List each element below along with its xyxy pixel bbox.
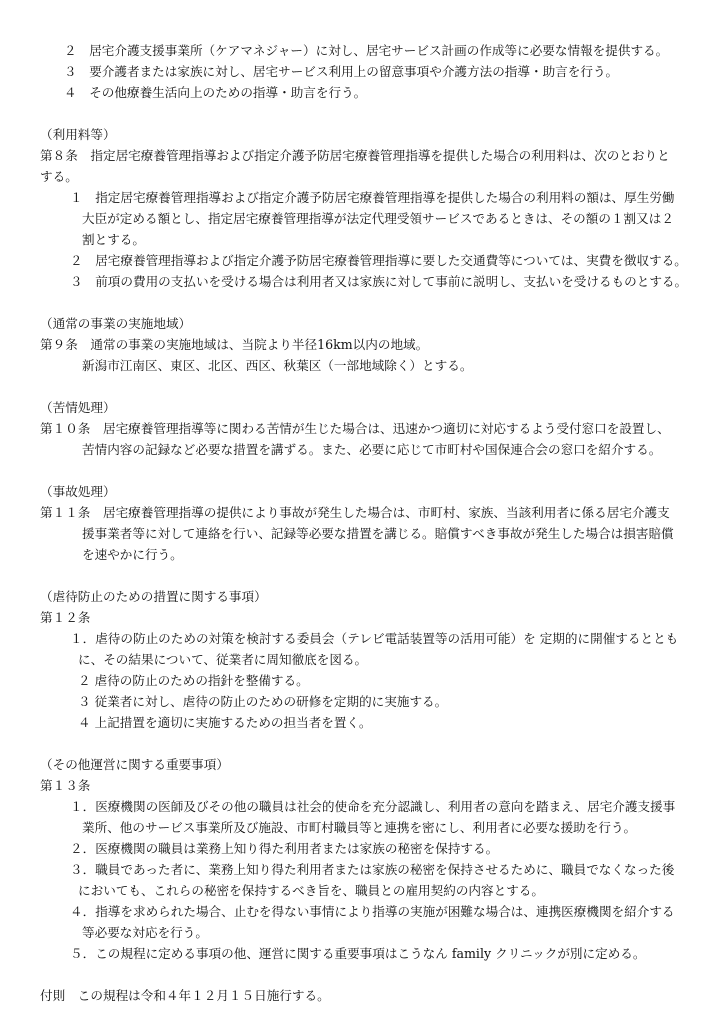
section-8 — [40, 124, 692, 292]
sec12-item-2: ２ 虐待の防止のための指針を整備する。 — [78, 673, 309, 688]
sec8-article-line-1: 第８条 指定居宅療養管理指導および指定介護予防居宅療養管理指導を提供した場合の利用料は、次のとおりと — [40, 148, 670, 163]
sec13-item-3-line-2: においても、これらの秘密を保持するべき旨を、職員との雇用契約の内容とする。 — [78, 883, 544, 898]
sec7-item-2: ２ 居宅介護支援事業所（ケアマネジャー）に対し、居宅サービス計画の作成等に必要な情報を提供する。 — [64, 43, 669, 58]
sec13-article: 第１３条 — [40, 778, 91, 793]
section-12 — [40, 586, 692, 733]
sec10-heading: （苦情処理） — [40, 400, 116, 415]
sec9-heading: （通常の事業の実施地域） — [40, 316, 192, 331]
sec8-article-line-2: する。 — [40, 169, 78, 184]
sec9-line-1: 第９条 通常の事業の実施地域は、当院より半径16km以内の地域。 — [40, 337, 429, 352]
sec8-heading: （利用料等） — [40, 127, 116, 142]
section-7-continued — [40, 40, 692, 103]
sec11-line-3: を速やかに行う。 — [82, 547, 183, 562]
sec13-item-1-line-2: 業所、他のサービス事業所及び施設、市町村職員等と連携を密にし、利用者に必要な援助を行う。 — [82, 820, 637, 835]
sec13-item-3-line-1: ３．職員であった者に、業務上知り得た利用者または家族の秘密を保持させるために、職員でなくなった後 — [70, 862, 675, 877]
sec10-line-2: 苦情内容の記録など必要な措置を講ずる。また、必要に応じて市町村や国保連合会の窓口を紹介する。 — [82, 442, 662, 457]
sec13-heading: （その他運営に関する重要事項） — [40, 757, 229, 772]
sec8-item-1-line-3: 割とする。 — [82, 232, 145, 247]
sec12-article: 第１２条 — [40, 610, 91, 625]
sec7-item-3: ３ 要介護者または家族に対し、居宅サービス利用上の留意事項や介護方法の指導・助言を行う。 — [64, 64, 619, 79]
section-9 — [40, 313, 692, 376]
sec12-item-3: ３ 従業者に対し、虐待の防止のための研修を定期的に実施する。 — [78, 694, 448, 709]
section-11 — [40, 481, 692, 565]
sec12-item-1-line-2: に、その結果について、従業者に周知徹底を図る。 — [78, 652, 368, 667]
sec12-heading: （虐待防止のための措置に関する事項） — [40, 589, 267, 604]
document-page — [40, 40, 692, 1006]
sec9-line-2: 新潟市江南区、東区、北区、西区、秋葉区（一部地域除く）とする。 — [82, 358, 473, 373]
sec13-item-1-line-1: １．医療機関の医師及びその他の職員は社会的使命を充分認識し、利用者の意向を踏まえ、居宅介護支援事 — [70, 799, 676, 814]
sec7-item-4: ４ その他療養生活向上のための指導・助言を行う。 — [64, 85, 367, 100]
sec8-item-1-line-1: １ 指定居宅療養管理指導および指定介護予防居宅療養管理指導を提供した場合の利用料の額は、厚生労働 — [70, 190, 675, 205]
sec11-line-2: 援事業者等に対して連絡を行い、記録等必要な措置を講じる。賠償すべき事故が発生した場合は損害賠償 — [82, 526, 674, 541]
sec13-item-5: ５．この規程に定める事項の他、運営に関する重要事項はこうなん family クリニックが別に定める。 — [70, 946, 646, 961]
sec8-item-2: ２ 居宅療養管理指導および指定介護予防居宅療養管理指導に要した交通費等については、実費を徴収する。 — [70, 253, 687, 268]
sec11-line-1: 第１１条 居宅療養管理指導の提供により事故が発生した場合は、市町村、家族、当該利用者に係る居宅介護支 — [40, 505, 670, 520]
section-13 — [40, 754, 692, 964]
sec8-item-3: ３ 前項の費用の支払いを受ける場合は利用者又は家族に対して事前に説明し、支払いを受けるものとする。 — [70, 274, 688, 289]
sec10-line-1: 第１０条 居宅療養管理指導等に関わる苦情が生じた場合は、迅速かつ適切に対応するよう受付窓口を設置し、 — [40, 421, 670, 436]
sec11-heading: （事故処理） — [40, 484, 116, 499]
supplementary-provision: 付則 この規程は令和４年１２月１５日施行する。 — [40, 988, 330, 1003]
sec13-item-4-line-2: 等必要な対応を行う。 — [82, 925, 208, 940]
sec13-item-4-line-1: ４．指導を求められた場合、止むを得ない事情により指導の実施が困難な場合は、連携医療機関を紹介する — [70, 904, 675, 919]
sec12-item-4: ４ 上記措置を適切に実施するための担当者を置く。 — [78, 715, 372, 730]
section-10 — [40, 397, 692, 460]
sec13-item-2: ２．医療機関の職員は業務上知り得た利用者または家族の秘密を保持する。 — [70, 841, 499, 856]
sec12-item-1-line-1: １．虐待の防止のための対策を検討する委員会（テレビ電話装置等の活用可能）を 定期的に開催するととも — [70, 631, 679, 646]
sec8-item-1-line-2: 大臣が定める額とし、指定居宅療養管理指導が法定代理受領サービスであるときは、その額の１割又は２ — [82, 211, 674, 226]
